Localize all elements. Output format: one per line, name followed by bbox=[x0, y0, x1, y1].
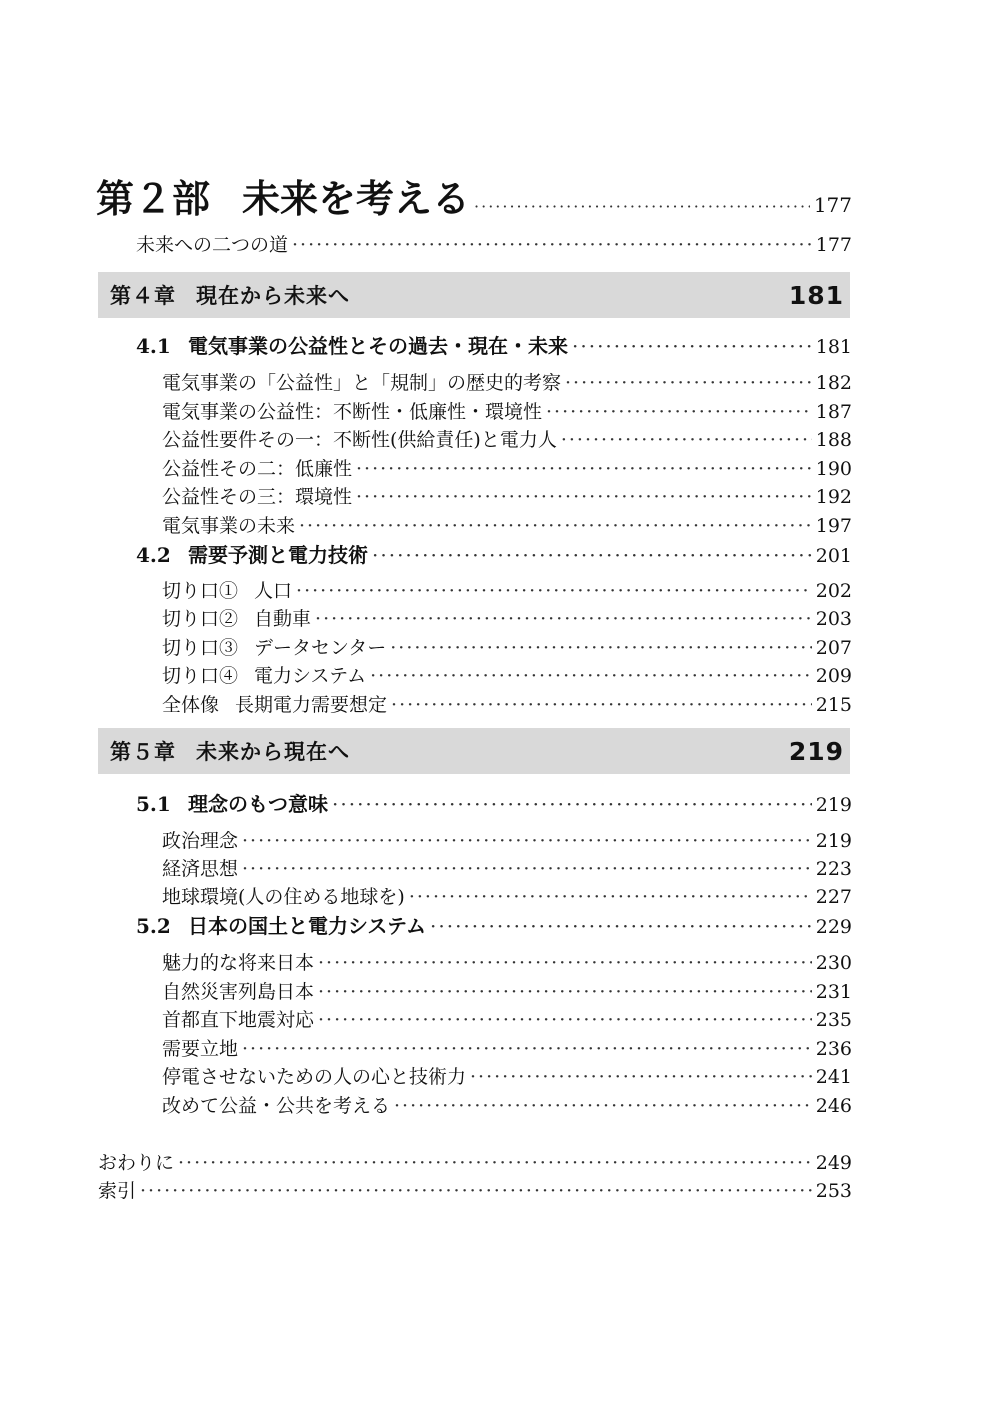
section-entry bbox=[136, 539, 852, 568]
entry-label: 公益性要件その一：不断性(供給責任)と電力人 bbox=[162, 429, 557, 451]
page-number: 241 bbox=[815, 1066, 852, 1088]
entry-label: 地球環境(人の住める地球を) bbox=[162, 886, 405, 908]
entry-label: 自然災害列島日本 bbox=[162, 981, 315, 1003]
entry-label: 公益性その三：環境性 bbox=[162, 486, 353, 508]
leader-dots bbox=[356, 458, 812, 480]
page-number: 227 bbox=[815, 886, 852, 908]
leader-dots bbox=[372, 543, 812, 567]
leader-dots bbox=[296, 580, 812, 602]
toc-item bbox=[162, 511, 852, 538]
toc-item bbox=[162, 1062, 852, 1089]
leader-dots bbox=[356, 486, 812, 508]
page-number: 231 bbox=[815, 981, 852, 1003]
toc-item bbox=[162, 1034, 852, 1061]
page-number: 236 bbox=[815, 1038, 852, 1060]
toc-item bbox=[162, 397, 852, 424]
entry-label: 停電させないための人の心と技術力 bbox=[162, 1066, 467, 1088]
leader-dots bbox=[315, 608, 812, 630]
leader-dots bbox=[242, 858, 812, 880]
leader-dots bbox=[394, 1095, 812, 1117]
leader-dots bbox=[561, 429, 812, 451]
leader-dots bbox=[178, 1152, 812, 1174]
entry-label: 首都直下地震対応 bbox=[162, 1009, 315, 1031]
entry-label: 切り口③ データセンター bbox=[162, 637, 387, 659]
toc-item bbox=[162, 826, 852, 853]
section-title: 4.2 需要予測と電力技術 bbox=[136, 543, 368, 567]
page-number: 181 bbox=[815, 336, 852, 358]
page-number: 182 bbox=[815, 372, 852, 394]
leader-dots bbox=[470, 1066, 812, 1088]
chapter-heading bbox=[98, 728, 850, 774]
page-number: 230 bbox=[815, 952, 852, 974]
page-number: 249 bbox=[815, 1152, 852, 1174]
closing-entry bbox=[98, 1176, 852, 1203]
leader-dots bbox=[546, 401, 812, 423]
toc-item bbox=[162, 1005, 852, 1032]
entry-label: 改めて公益・公共を考える bbox=[162, 1095, 391, 1117]
toc-item bbox=[162, 454, 852, 481]
entry-label: 索引 bbox=[98, 1180, 137, 1202]
leader-dots bbox=[332, 792, 812, 816]
page-number: 209 bbox=[815, 665, 852, 687]
leader-dots bbox=[140, 1180, 812, 1202]
page-number: 207 bbox=[815, 637, 852, 659]
chapter-title: 第５章 未来から現在へ bbox=[110, 740, 350, 764]
closing-entry bbox=[98, 1148, 852, 1175]
page-number: 203 bbox=[815, 608, 852, 630]
toc-item bbox=[162, 1091, 852, 1118]
leader-dots bbox=[292, 234, 812, 256]
page-number: 229 bbox=[815, 916, 852, 938]
toc-item bbox=[162, 633, 852, 660]
page-number: 235 bbox=[815, 1009, 852, 1031]
toc-item bbox=[162, 482, 852, 509]
entry-label: 需要立地 bbox=[162, 1038, 239, 1060]
toc-item bbox=[162, 882, 852, 909]
toc-item bbox=[162, 690, 852, 717]
page-number: 223 bbox=[815, 858, 852, 880]
page-number: 177 bbox=[815, 234, 852, 256]
page-number: 190 bbox=[815, 458, 852, 480]
intro-entry bbox=[136, 230, 852, 257]
entry-label: 切り口① 人口 bbox=[162, 580, 293, 602]
page-number: 201 bbox=[815, 545, 852, 567]
leader-dots bbox=[390, 637, 811, 659]
page-number: 202 bbox=[815, 580, 852, 602]
entry-label: 電気事業の「公益性」と「規制」の歴史的考察 bbox=[162, 372, 562, 394]
entry-label: 魅力的な将来日本 bbox=[162, 952, 315, 974]
page-number: 253 bbox=[815, 1180, 852, 1202]
leader-dots bbox=[565, 372, 812, 394]
leader-dots bbox=[318, 1009, 812, 1031]
entry-label: 切り口② 自動車 bbox=[162, 608, 312, 630]
leader-dots bbox=[572, 334, 812, 358]
chapter-title: 第４章 現在から未来へ bbox=[110, 284, 350, 308]
toc-item bbox=[162, 425, 852, 452]
leader-dots bbox=[430, 914, 812, 938]
leader-dots bbox=[474, 197, 810, 216]
part-title: 第２部 未来を考える bbox=[96, 176, 471, 221]
entry-label: 切り口④ 電力システム bbox=[162, 665, 367, 687]
entry-label: 政治理念 bbox=[162, 830, 239, 852]
entry-label: 公益性その二：低廉性 bbox=[162, 458, 353, 480]
toc-item bbox=[162, 977, 852, 1004]
leader-dots bbox=[391, 694, 812, 716]
leader-dots bbox=[299, 515, 812, 537]
page-number: 177 bbox=[813, 193, 852, 217]
part-heading bbox=[96, 168, 852, 222]
leader-dots bbox=[370, 665, 812, 687]
chapter-page-number: 219 bbox=[788, 736, 844, 766]
page-number: 187 bbox=[815, 401, 852, 423]
page-number: 219 bbox=[815, 830, 852, 852]
page-number: 215 bbox=[815, 694, 852, 716]
entry-label: おわりに bbox=[98, 1152, 175, 1174]
toc-item bbox=[162, 854, 852, 881]
page-number: 188 bbox=[815, 429, 852, 451]
entry-label: 未来への二つの道 bbox=[136, 234, 289, 256]
leader-dots bbox=[409, 886, 812, 908]
entry-label: 電気事業の公益性：不断性・低廉性・環境性 bbox=[162, 401, 543, 423]
toc-item bbox=[162, 661, 852, 688]
entry-label: 経済思想 bbox=[162, 858, 239, 880]
section-title: 5.2 日本の国土と電力システム bbox=[136, 914, 426, 938]
section-entry bbox=[136, 330, 852, 359]
toc-item bbox=[162, 368, 852, 395]
page-number: 219 bbox=[815, 794, 852, 816]
leader-dots bbox=[242, 1038, 812, 1060]
entry-label: 電気事業の未来 bbox=[162, 515, 296, 537]
leader-dots bbox=[242, 830, 812, 852]
section-entry bbox=[136, 910, 852, 939]
section-title: 4.1 電気事業の公益性とその過去・現在・未来 bbox=[136, 334, 568, 358]
entry-label: 全体像 長期電力需要想定 bbox=[162, 694, 388, 716]
leader-dots bbox=[318, 952, 812, 974]
page-number: 192 bbox=[815, 486, 852, 508]
toc-item bbox=[162, 604, 852, 631]
leader-dots bbox=[318, 981, 812, 1003]
toc-item bbox=[162, 948, 852, 975]
page-number: 197 bbox=[815, 515, 852, 537]
toc-item bbox=[162, 576, 852, 603]
chapter-heading bbox=[98, 272, 850, 318]
chapter-page-number: 181 bbox=[788, 280, 844, 310]
page-number: 246 bbox=[815, 1095, 852, 1117]
section-entry bbox=[136, 788, 852, 817]
section-title: 5.1 理念のもつ意味 bbox=[136, 792, 328, 816]
